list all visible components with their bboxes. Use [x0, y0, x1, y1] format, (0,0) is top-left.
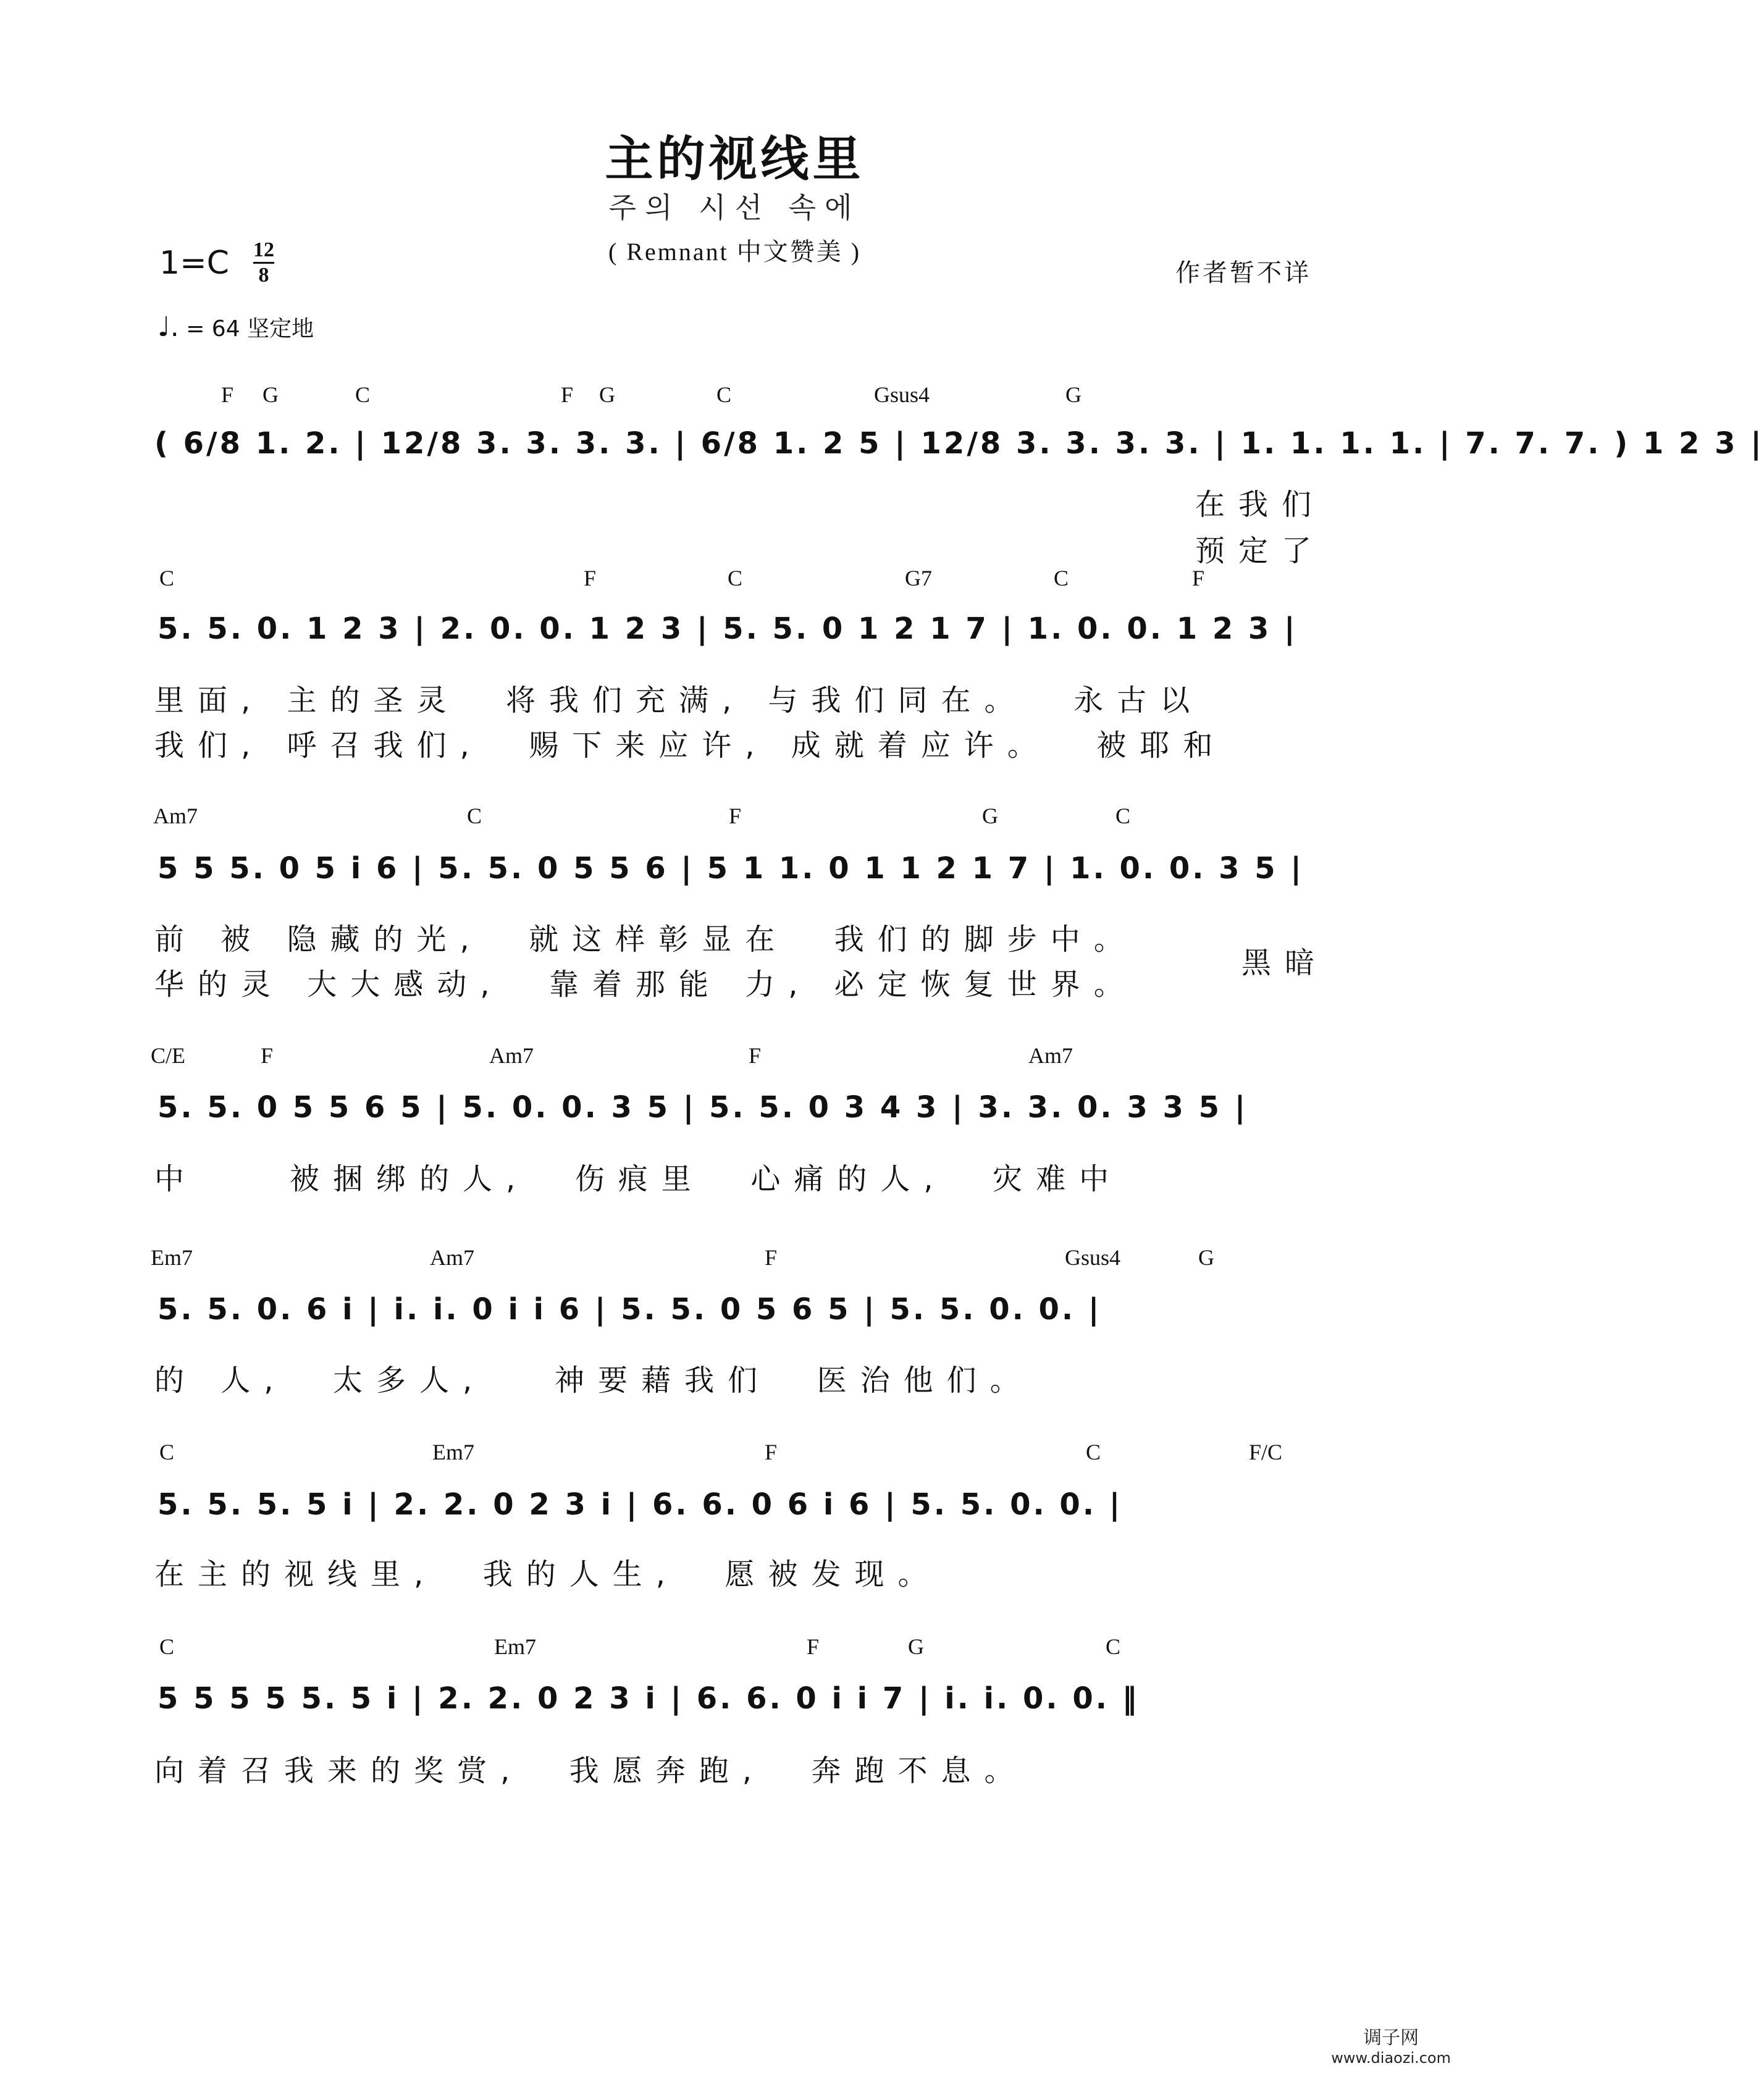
song-title: 主的视线里	[605, 131, 865, 187]
chord-row-2	[0, 565, 1469, 596]
lyric-row-2-verse-1: 里面, 主的圣灵 将我们充满, 与我们同在。 永古以	[154, 683, 1204, 718]
chord: G	[599, 382, 615, 407]
chord: Am7	[489, 1043, 534, 1068]
dotted-quarter-note-icon: ♩.	[158, 311, 179, 343]
time-signature-top: 12	[253, 238, 274, 261]
chord: C	[159, 566, 175, 590]
tempo-marking	[158, 311, 314, 343]
chord-row-4	[0, 1043, 1469, 1073]
chord: C/E	[151, 1043, 186, 1068]
chord: G	[908, 1634, 924, 1659]
lyric-row-1-verse-1: 在我们	[1195, 487, 1325, 522]
lyric-row-3-verse-2: 华的灵 大大感动, 靠着那能 力, 必定恢复世界。	[154, 967, 1137, 1002]
chord: G	[262, 382, 279, 407]
chord: G	[1198, 1245, 1214, 1270]
chord: Em7	[494, 1634, 536, 1659]
lyric-row-2-verse-2: 我们, 呼召我们, 赐下来应许, 成就着应许。 被耶和	[154, 728, 1227, 763]
lyric-row-6: 在主的视线里, 我的人生, 愿被发现。	[154, 1557, 941, 1592]
chord: C	[159, 1634, 175, 1659]
watermark-url: www.diaozi.com	[1331, 2049, 1451, 2067]
lyric-row-5: 的 人, 太多人, 神要藉我们 医治他们。	[154, 1363, 1033, 1398]
author: 作者暂不详	[1175, 259, 1311, 287]
lyric-row-1-verse-2: 预定了	[1195, 534, 1325, 568]
tempo-text: = 64 坚定地	[186, 316, 314, 342]
chord-row-7	[0, 1634, 1469, 1665]
chord: G	[982, 804, 998, 828]
chord: F	[584, 566, 597, 590]
chord: C	[1086, 1440, 1101, 1464]
korean-subtitle: 주의 시선 속에	[608, 191, 861, 224]
chord: C	[1054, 566, 1069, 590]
notation-row-6: 5. 5. 5. 5 i | 2. 2. 0 2 3 i | 6. 6. 0 6 i 6 | 5. 5. 0. 0. |	[158, 1487, 1123, 1522]
time-signature-bottom: 8	[258, 264, 269, 287]
chord: F/C	[1249, 1440, 1283, 1464]
lyric-row-4: 中 被捆绑的人, 伤痕里 心痛的人, 灾难中	[154, 1162, 1123, 1196]
chord: Am7	[153, 804, 198, 828]
lyric-row-7: 向着召我来的奖赏, 我愿奔跑, 奔跑不息。	[154, 1754, 1028, 1788]
chord: Am7	[1028, 1043, 1073, 1068]
watermark-site: 调子网	[1363, 2027, 1419, 2049]
chord: F	[807, 1634, 820, 1659]
key-signature: 1=C	[159, 245, 229, 282]
time-signature	[253, 240, 274, 286]
notation-row-1: ( 6/8 1. 2. | 12/8 3. 3. 3. 3. | 6/8 1. 2 5 | 12/8 3. 3. 3. 3. | 1. 1. 1. 1. | 7. 7. 7. ) 1 2 3 |	[154, 426, 1764, 461]
chord-row-5	[0, 1245, 1469, 1275]
chord: C	[355, 382, 371, 407]
chord: Gsus4	[874, 382, 930, 407]
chord: F	[1192, 566, 1205, 590]
lyric-row-3-pickup: 黑暗	[1241, 946, 1329, 980]
chord-row-6	[0, 1439, 1469, 1470]
chord: C	[728, 566, 743, 590]
chord: F	[765, 1440, 778, 1464]
chord: F	[749, 1043, 762, 1068]
notation-row-2: 5. 5. 0. 1 2 3 | 2. 0. 0. 1 2 3 | 5. 5. 0 1 2 1 7 | 1. 0. 0. 1 2 3 |	[158, 611, 1298, 646]
chord: Em7	[432, 1440, 474, 1464]
chord: F	[561, 382, 574, 407]
chord: Gsus4	[1065, 1245, 1121, 1270]
song-source: ( Remnant 中文赞美 )	[608, 238, 862, 266]
lyric-row-3-verse-1: 前 被 隐藏的光, 就这样彰显在 我们的脚步中。	[154, 922, 1137, 957]
chord: Am7	[430, 1245, 474, 1270]
chord-row-3	[0, 803, 1469, 834]
chord: G7	[905, 566, 932, 590]
chord: F	[729, 804, 742, 828]
watermark-logo	[1331, 2022, 1451, 2067]
notation-row-3: 5 5 5. 0 5 i 6 | 5. 5. 0 5 5 6 | 5 1 1. 0 1 1 2 1 7 | 1. 0. 0. 3 5 |	[158, 851, 1304, 886]
chord: C	[1115, 804, 1131, 828]
chord: F	[261, 1043, 274, 1068]
chord: C	[1106, 1634, 1121, 1659]
notation-row-4: 5. 5. 0 5 5 6 5 | 5. 0. 0. 3 5 | 5. 5. 0 3 4 3 | 3. 3. 0. 3 3 5 |	[158, 1090, 1248, 1125]
chord: C	[716, 382, 732, 407]
chord-row-1	[0, 382, 1469, 413]
chord: C	[467, 804, 482, 828]
chord: G	[1065, 382, 1082, 407]
chord: Em7	[151, 1245, 193, 1270]
notation-row-5: 5. 5. 0. 6 i | i. i. 0 i i 6 | 5. 5. 0 5 6 5 | 5. 5. 0. 0. |	[158, 1292, 1102, 1327]
chord: F	[765, 1245, 778, 1270]
notation-row-7: 5 5 5 5 5. 5 i | 2. 2. 0 2 3 i | 6. 6. 0 i i 7 | i. i. 0. 0. ‖	[158, 1681, 1140, 1716]
chord: F	[221, 382, 234, 407]
chord: C	[159, 1440, 175, 1464]
